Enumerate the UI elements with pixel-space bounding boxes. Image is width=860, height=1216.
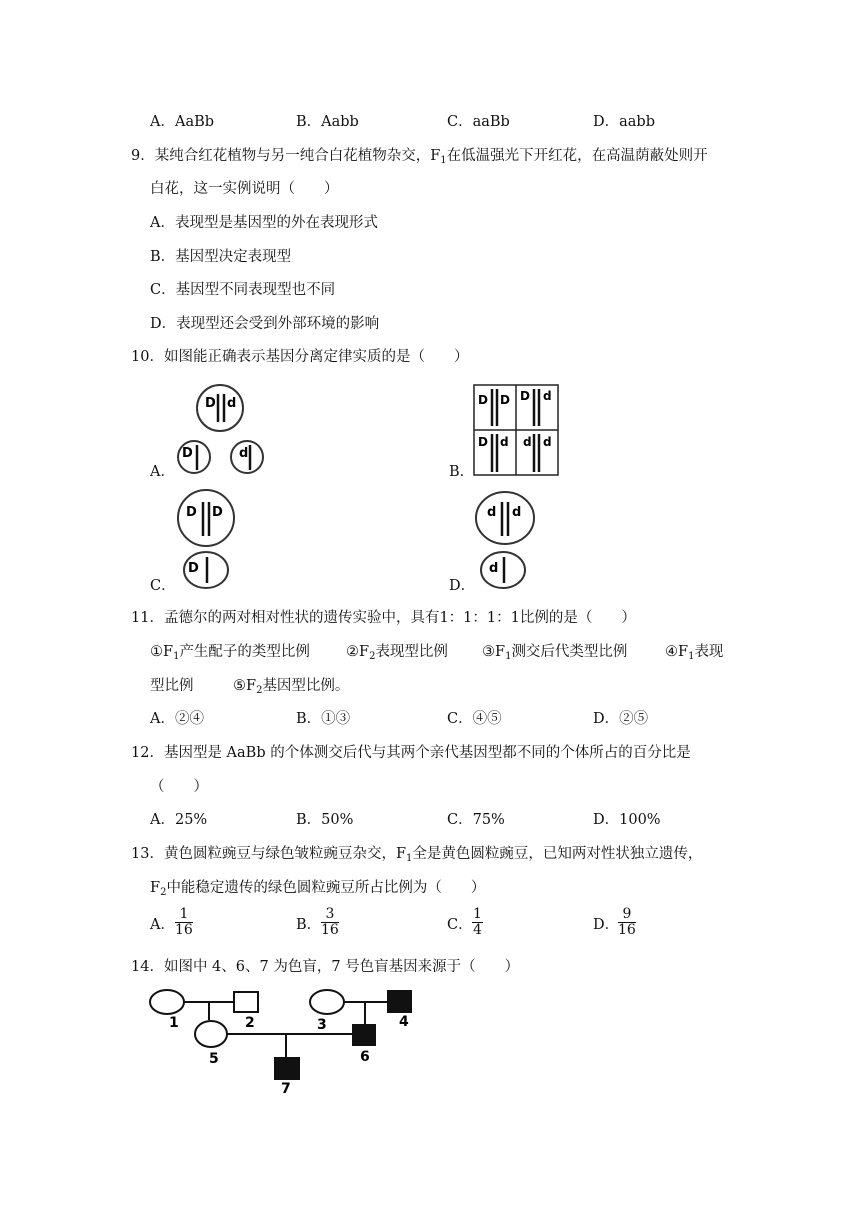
pedigree-individual-5 [195, 1021, 227, 1047]
allele-d-lower: d [500, 435, 509, 449]
q8-option-b: B．Aabb [296, 114, 359, 130]
allele-d-lower: d [487, 505, 497, 520]
pedigree-individual-1 [150, 990, 184, 1014]
allele-d-upper: D [182, 446, 193, 461]
allele-d-upper: D [500, 393, 510, 407]
q9-option-d: D．表现型还会受到外部环境的影响 [150, 316, 380, 332]
pedigree-label-1: 1 [169, 1015, 179, 1031]
q14-stem: 14．如图中 4、6、7 为色盲，7 号色盲基因来源于（ ） [131, 959, 520, 975]
pedigree-label-5: 5 [209, 1051, 219, 1067]
q12-stem-paren: （ ） [150, 779, 208, 795]
pedigree-individual-6 [353, 1025, 375, 1045]
q12-stem: 12．基因型是 AaBb 的个体测交后代与其两个亲代基因型都不同的个体所占的百分比是 [131, 745, 691, 761]
pedigree-individual-7 [275, 1058, 299, 1079]
pedigree-label-7: 7 [281, 1081, 291, 1097]
q8-option-d: D．aabb [593, 114, 655, 130]
q12-option-c: C．75% [447, 812, 505, 828]
q11-option-c: C．④⑤ [447, 711, 502, 727]
q8-option-a: A．AaBb [150, 114, 215, 130]
q13-option-a-fraction: $\frac{1}{16}$ [175, 906, 193, 938]
q13-option-d-fraction: $\frac{9}{16}$ [618, 906, 636, 938]
pedigree-label-3: 3 [317, 1017, 327, 1033]
q10-diagram-b [473, 384, 561, 478]
q13-stem-line1: 13．黄色圆粒豌豆与绿色皱粒豌豆杂交，$F_1$全是黄色圆粒豌豆，已知两对性状独立遗传， [131, 846, 703, 864]
allele-d-lower: d [227, 396, 237, 411]
allele-d-upper: D [186, 505, 197, 520]
q10-option-c-label: C． [150, 578, 176, 594]
q9-stem-line1: 9．某纯合红花植物与另一纯合白花植物杂交，$F_1$在低温强光下开红花，在高温荫蔽处则开 [131, 148, 708, 166]
pedigree-individual-2 [234, 992, 258, 1012]
pedigree-label-4: 4 [399, 1014, 409, 1030]
allele-d-lower: d [239, 446, 249, 461]
q10-diagram-c [174, 494, 244, 592]
pedigree-individual-4 [388, 991, 411, 1012]
q12-option-d: D．100% [593, 812, 661, 828]
q9-option-c: C．基因型不同表现型也不同 [150, 282, 336, 298]
q13-option-b-fraction: $\frac{3}{16}$ [321, 906, 339, 938]
q10-option-a-label: A． [150, 464, 175, 480]
allele-d-lower: d [489, 561, 499, 576]
q9-option-a: A．表现型是基因型的外在表现形式 [150, 215, 378, 231]
q10-diagram-a [175, 382, 275, 478]
allele-d-lower: d [543, 389, 552, 403]
q9-stem-line2: 白花，这一实例说明（ ） [150, 181, 339, 197]
q13-option-c-label: C． [447, 917, 473, 933]
allele-d-upper: D [520, 389, 530, 403]
q11-item-3: $③F_1$测交后代类型比例 [482, 644, 628, 662]
q13-option-b-label: B． [296, 917, 322, 933]
pedigree-individual-3 [310, 990, 344, 1014]
q11-option-b: B．①③ [296, 711, 351, 727]
q11-item-1: $①F_1$产生配子的类型比例 [150, 644, 310, 662]
q11-option-a: A．②④ [150, 711, 204, 727]
q11-item-5: $⑤F_2$基因型比例。 [233, 678, 350, 696]
q11-item-2: $②F_2$表现型比例 [346, 644, 448, 662]
q12-option-a: A．25% [150, 812, 208, 828]
pedigree-label-6: 6 [360, 1049, 370, 1065]
q11-item-4: $④F_1$表现 [665, 644, 724, 662]
q12-option-b: B．50% [296, 812, 354, 828]
allele-d-upper: D [478, 435, 488, 449]
q8-option-c: C．aaBb [447, 114, 510, 130]
q11-item-4-cont: 型比例 [150, 678, 194, 694]
q9-option-b: B．基因型决定表现型 [150, 249, 292, 265]
allele-d-lower: d [512, 505, 522, 520]
q10-diagram-d [475, 494, 545, 592]
allele-d-upper: D [212, 505, 223, 520]
q11-option-d: D．②⑤ [593, 711, 649, 727]
pedigree-label-2: 2 [245, 1015, 255, 1031]
q13-option-c-fraction: $\frac{1}{4}$ [473, 906, 482, 938]
allele-d-upper: D [478, 393, 488, 407]
allele-d-lower: d [543, 435, 552, 449]
q13-option-d-label: D． [593, 917, 620, 933]
q10-option-d-label: D． [449, 578, 476, 594]
allele-d-upper: D [188, 561, 199, 576]
q13-option-a-label: A． [150, 917, 175, 933]
q10-option-b-label: B． [449, 464, 475, 480]
q11-stem: 11．孟德尔的两对相对性状的遗传实验中，具有1：1：1：1比例的是（ ） [131, 610, 636, 626]
q10-stem: 10．如图能正确表示基因分离定律实质的是（ ） [131, 349, 469, 365]
pedigree-chart [145, 986, 425, 1096]
q13-stem-line2: $F_2$中能稳定遗传的绿色圆粒豌豆所占比例为（ ） [150, 880, 486, 898]
allele-d-upper: D [205, 396, 216, 411]
allele-d-lower: d [523, 435, 532, 449]
